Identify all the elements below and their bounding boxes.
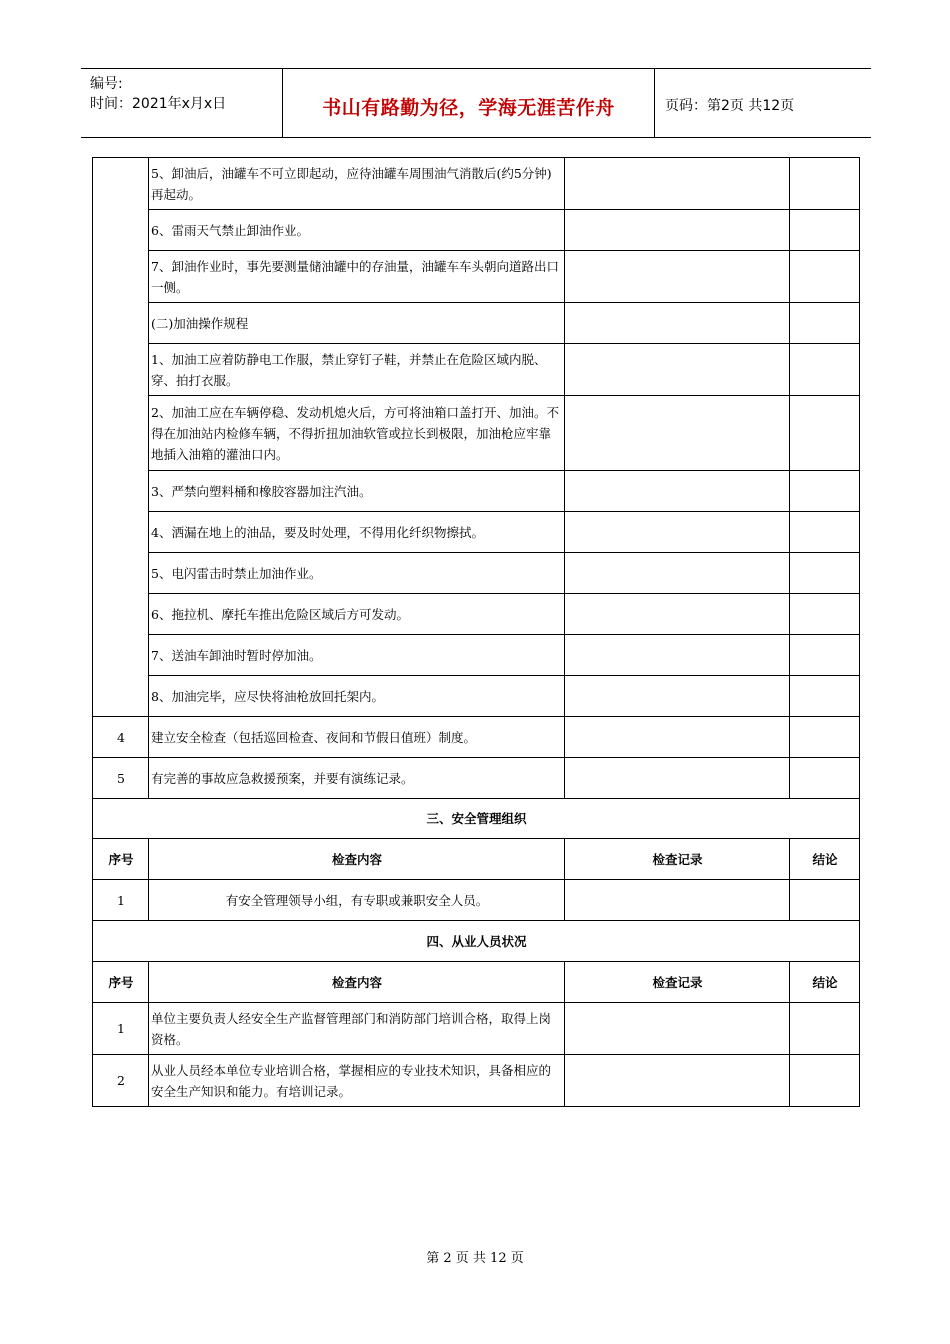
check-record-cell[interactable] <box>565 344 790 396</box>
check-record-cell[interactable] <box>565 635 790 676</box>
header-number: 序号 <box>93 839 149 880</box>
table-row <box>93 158 860 210</box>
result-cell[interactable] <box>790 158 860 210</box>
check-content: 7、卸油作业时，事先要测量储油罐中的存油量，油罐车车头朝向道路出口一侧。 <box>149 251 565 303</box>
inspection-table <box>92 157 860 1107</box>
check-record-cell[interactable] <box>565 676 790 717</box>
page-info: 页码：第2页 共12页 <box>665 98 795 114</box>
header-result: 结论 <box>790 962 860 1003</box>
section-title: 四、从业人员状况 <box>93 921 860 962</box>
result-cell[interactable] <box>790 1055 860 1107</box>
header-result: 结论 <box>790 839 860 880</box>
table-row <box>93 1003 860 1055</box>
header-motto-cell <box>282 69 655 137</box>
subsection-heading: (二)加油操作规程 <box>149 303 565 344</box>
table-row <box>93 396 860 471</box>
check-record-cell[interactable] <box>565 158 790 210</box>
check-record-cell[interactable] <box>565 303 790 344</box>
check-content: 单位主要负责人经安全生产监督管理部门和消防部门培训合格，取得上岗资格。 <box>149 1003 565 1055</box>
check-record-cell[interactable] <box>565 512 790 553</box>
check-content: 8、加油完毕，应尽快将油枪放回托架内。 <box>149 676 565 717</box>
row-number: 2 <box>93 1055 149 1107</box>
header-record: 检查记录 <box>565 962 790 1003</box>
check-content: 6、拖拉机、摩托车推出危险区域后方可发动。 <box>149 594 565 635</box>
check-content: 建立安全检查（包括巡回检查、夜间和节假日值班）制度。 <box>149 717 565 758</box>
result-cell[interactable] <box>790 344 860 396</box>
table-row <box>93 676 860 717</box>
row-number: 1 <box>93 1003 149 1055</box>
table-row <box>93 251 860 303</box>
result-cell[interactable] <box>790 880 860 921</box>
row-number: 1 <box>93 880 149 921</box>
check-record-cell[interactable] <box>565 251 790 303</box>
section-title: 三、安全管理组织 <box>93 799 860 839</box>
check-content: 1、加油工应着防静电工作服，禁止穿钉子鞋，并禁止在危险区域内脱、穿、拍打衣服。 <box>149 344 565 396</box>
result-cell[interactable] <box>790 553 860 594</box>
check-record-cell[interactable] <box>565 880 790 921</box>
result-cell[interactable] <box>790 512 860 553</box>
row-number: 4 <box>93 717 149 758</box>
check-record-cell[interactable] <box>565 210 790 251</box>
table-row <box>93 471 860 512</box>
check-record-cell[interactable] <box>565 758 790 799</box>
header-record: 检查记录 <box>565 839 790 880</box>
check-content: 2、加油工应在车辆停稳、发动机熄火后，方可将油箱口盖打开、加油。不得在加油站内检修车辆，不得折扭加油软管或拉长到极限，加油枪应牢靠地插入油箱的灌油口内。 <box>149 396 565 471</box>
check-record-cell[interactable] <box>565 1055 790 1107</box>
check-content: 7、送油车卸油时暂时停加油。 <box>149 635 565 676</box>
table-row <box>93 344 860 396</box>
page-header <box>81 68 871 138</box>
header-right-cell <box>655 69 871 137</box>
time-label: 时间：2021年x月x日 <box>90 96 227 112</box>
check-content: 有完善的事故应急救援预案，并要有演练记录。 <box>149 758 565 799</box>
table-row <box>93 758 860 799</box>
page-footer: 第 2 页 共 12 页 <box>426 1251 524 1266</box>
merged-number-cell <box>93 158 149 717</box>
check-record-cell[interactable] <box>565 396 790 471</box>
check-content: 5、卸油后，油罐车不可立即起动，应待油罐车周围油气消散后(约5分钟)再起动。 <box>149 158 565 210</box>
result-cell[interactable] <box>790 758 860 799</box>
result-cell[interactable] <box>790 303 860 344</box>
check-record-cell[interactable] <box>565 471 790 512</box>
result-cell[interactable] <box>790 1003 860 1055</box>
check-content: 3、严禁向塑料桶和橡胶容器加注汽油。 <box>149 471 565 512</box>
check-record-cell[interactable] <box>565 1003 790 1055</box>
header-row <box>93 839 860 880</box>
table-row <box>93 635 860 676</box>
result-cell[interactable] <box>790 396 860 471</box>
table-row <box>93 594 860 635</box>
check-content: 从业人员经本单位专业培训合格，掌握相应的专业技术知识，具备相应的安全生产知识和能力。有培训记录。 <box>149 1055 565 1107</box>
result-cell[interactable] <box>790 717 860 758</box>
header-number: 序号 <box>93 962 149 1003</box>
section-title-row <box>93 921 860 962</box>
table-row <box>93 880 860 921</box>
check-content: 4、洒漏在地上的油品，要及时处理，不得用化纤织物擦拭。 <box>149 512 565 553</box>
check-content: 6、雷雨天气禁止卸油作业。 <box>149 210 565 251</box>
table-row <box>93 512 860 553</box>
table-row <box>93 1055 860 1107</box>
check-content: 有安全管理领导小组，有专职或兼职安全人员。 <box>149 880 565 921</box>
serial-label: 编号: <box>90 76 123 92</box>
check-content: 5、电闪雷击时禁止加油作业。 <box>149 553 565 594</box>
result-cell[interactable] <box>790 251 860 303</box>
table-row <box>93 553 860 594</box>
header-content: 检查内容 <box>149 962 565 1003</box>
check-record-cell[interactable] <box>565 717 790 758</box>
result-cell[interactable] <box>790 635 860 676</box>
table-row <box>93 303 860 344</box>
motto-text: 书山有路勤为径，学海无涯苦作舟 <box>322 97 615 119</box>
check-record-cell[interactable] <box>565 594 790 635</box>
header-content: 检查内容 <box>149 839 565 880</box>
row-number: 5 <box>93 758 149 799</box>
header-row <box>93 962 860 1003</box>
table-row <box>93 717 860 758</box>
result-cell[interactable] <box>790 210 860 251</box>
section-title-row <box>93 799 860 839</box>
header-left-cell <box>81 69 282 137</box>
check-record-cell[interactable] <box>565 553 790 594</box>
result-cell[interactable] <box>790 676 860 717</box>
result-cell[interactable] <box>790 471 860 512</box>
table-row <box>93 210 860 251</box>
result-cell[interactable] <box>790 594 860 635</box>
